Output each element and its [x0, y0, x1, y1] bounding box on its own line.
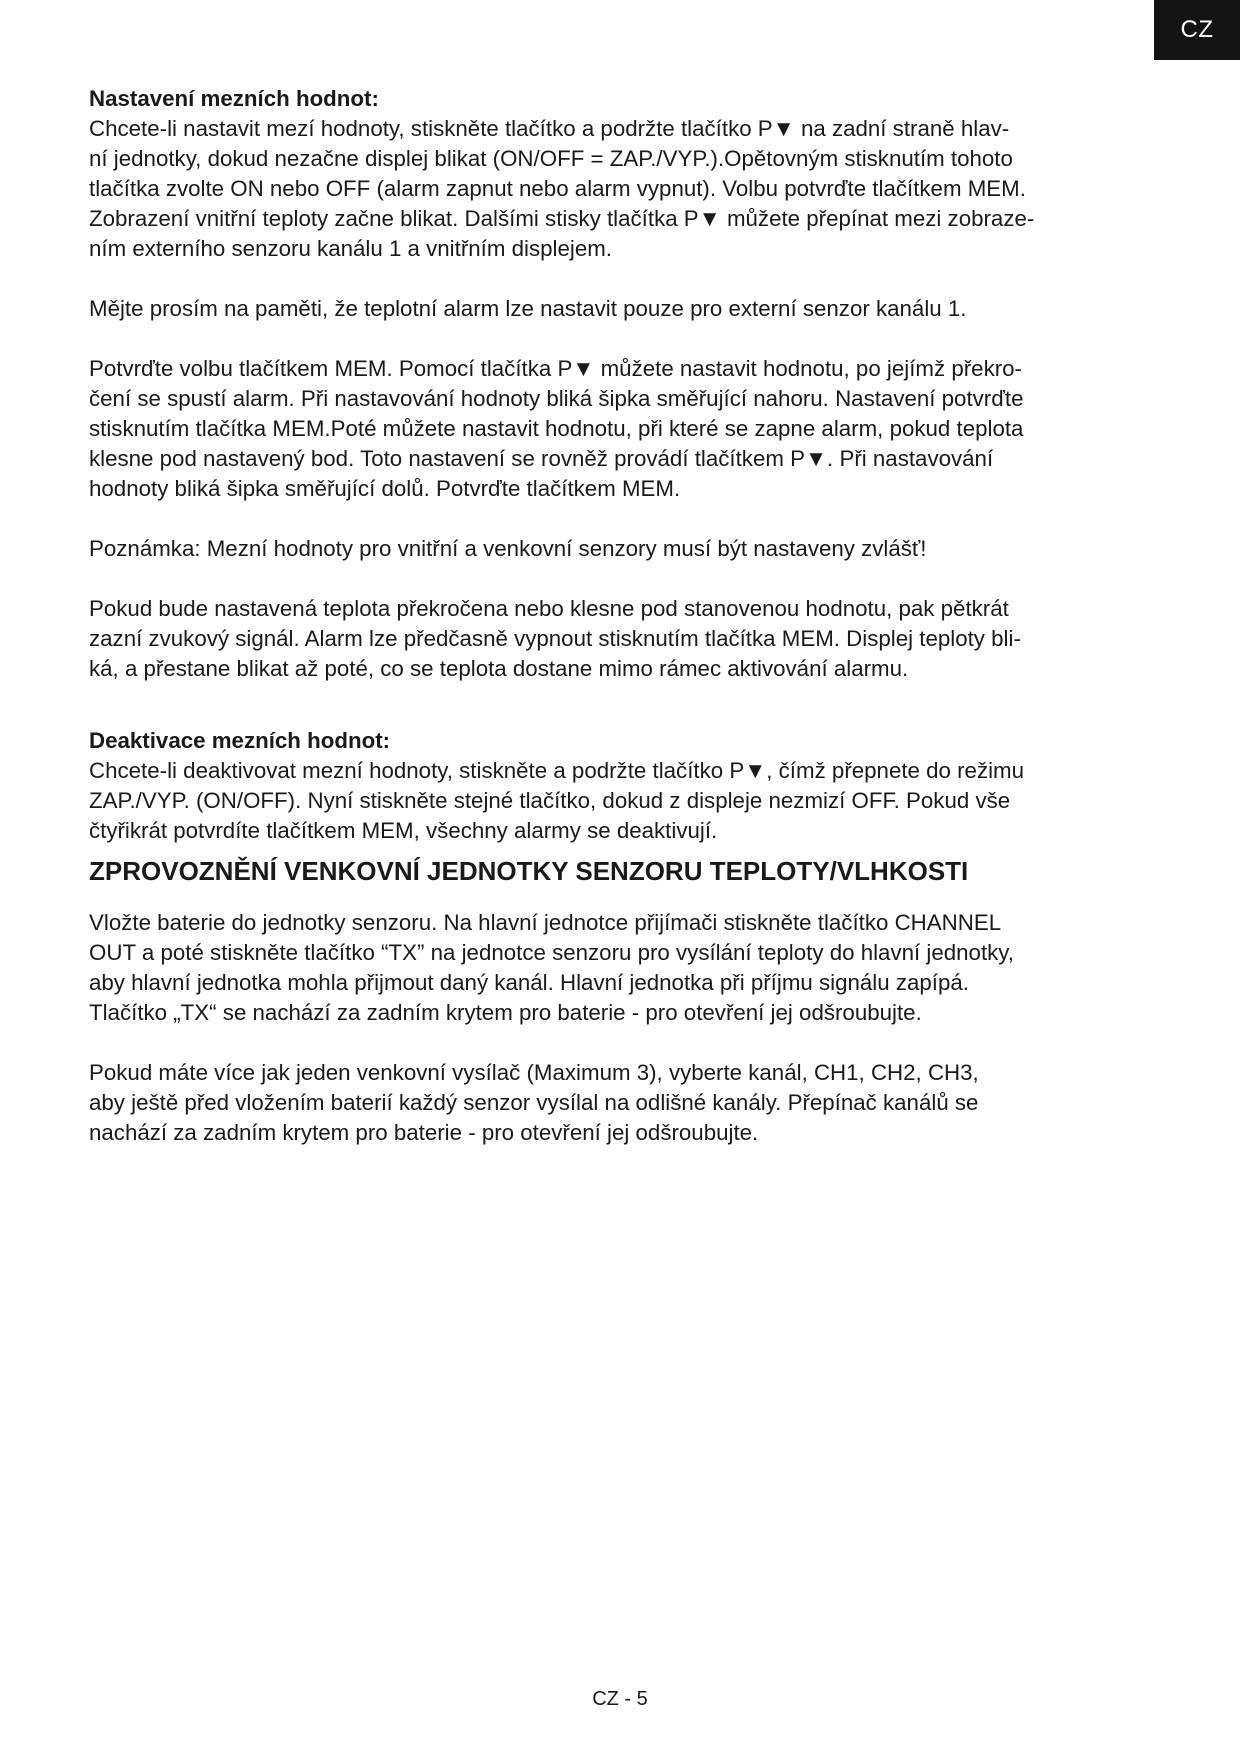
text-line: hodnoty bliká šipka směřující dolů. Potvrďte tlačítkem MEM.	[89, 476, 681, 501]
text-line: stisknutím tlačítka MEM.Poté můžete nastavit hodnotu, při které se zapne alarm, pokud teplota	[89, 416, 1024, 441]
section-title-outdoor-sensor: ZPROVOZNĚNÍ VENKOVNÍ JEDNOTKY SENZORU TEPLOTY/VLHKOSTI	[89, 856, 969, 886]
text-line: klesne pod nastavený bod. Toto nastavení se rovněž provádí tlačítkem P▼. Při nastavování	[89, 446, 994, 471]
paragraph	[89, 294, 1149, 324]
language-tab: CZ	[1154, 0, 1240, 60]
text-line: zazní zvukový signál. Alarm lze předčasně vypnout stisknutím tlačítka MEM. Displej teploty bli-	[89, 626, 1021, 651]
paragraph	[89, 756, 1149, 846]
text-line: ká, a přestane blikat až poté, co se teplota dostane mimo rámec aktivování alarmu.	[89, 656, 909, 681]
paragraph	[89, 1058, 1149, 1148]
text-line: Zobrazení vnitřní teploty začne blikat. Dalšími stisky tlačítka P▼ můžete přepínat mezi zobraze-	[89, 206, 1035, 231]
text-line: OUT a poté stiskněte tlačítko “TX” na jednotce senzoru pro vysílání teploty do hlavní jednotky,	[89, 940, 1014, 965]
text-line: ZAP./VYP. (ON/OFF). Nyní stiskněte stejné tlačítko, dokud z displeje nezmizí OFF. Pokud vše	[89, 788, 1011, 813]
text-line: čení se spustí alarm. Při nastavování hodnoty bliká šipka směřující nahoru. Nastavení potvrďte	[89, 386, 1024, 411]
text-line: Vložte baterie do jednotky senzoru. Na hlavní jednotce přijímači stiskněte tlačítko CHANNEL	[89, 910, 1002, 935]
paragraph	[89, 354, 1149, 504]
document-body	[89, 84, 1149, 1148]
text-line: Pokud máte více jak jeden venkovní vysílač (Maximum 3), vyberte kanál, CH1, CH2, CH3,	[89, 1060, 979, 1085]
text-line: Poznámka: Mezní hodnoty pro vnitřní a venkovní senzory musí být nastaveny zvlášť!	[89, 536, 927, 561]
text-line: aby ještě před vložením baterií každý senzor vysílal na odlišné kanály. Přepínač kanálů se	[89, 1090, 979, 1115]
text-line: aby hlavní jednotka mohla přijmout daný kanál. Hlavní jednotka při příjmu signálu zapípá.	[89, 970, 969, 995]
text-line: nachází za zadním krytem pro baterie - pro otevření jej odšroubujte.	[89, 1120, 759, 1145]
text-line: Chcete-li deaktivovat mezní hodnoty, stiskněte a podržte tlačítko P▼, čímž přepnete do režimu	[89, 758, 1025, 783]
section-heading-deactivation: Deaktivace mezních hodnot:	[89, 728, 391, 753]
text-line: Tlačítko „TX“ se nachází za zadním krytem pro baterie - pro otevření jej odšroubujte.	[89, 1000, 922, 1025]
page-number: CZ - 5	[592, 1688, 648, 1710]
paragraph	[89, 534, 1149, 564]
text-line: Potvrďte volbu tlačítkem MEM. Pomocí tlačítka P▼ můžete nastavit hodnotu, po jejímž překro-	[89, 356, 1022, 381]
text-line: Pokud bude nastavená teplota překročena nebo klesne pod stanovenou hodnotu, pak pětkrát	[89, 596, 1009, 621]
section-heading-limits: Nastavení mezních hodnot:	[89, 86, 379, 111]
text-line: tlačítka zvolte ON nebo OFF (alarm zapnut nebo alarm vypnut). Volbu potvrďte tlačítkem MEM.	[89, 176, 1026, 201]
paragraph	[89, 594, 1149, 684]
text-line: ní jednotky, dokud nezačne displej blikat (ON/OFF = ZAP./VYP.).Opětovným stisknutím tohoto	[89, 146, 1013, 171]
text-line: čtyřikrát potvrdíte tlačítkem MEM, všechny alarmy se deaktivují.	[89, 818, 718, 843]
text-line: Chcete-li nastavit mezí hodnoty, stiskněte tlačítko a podržte tlačítko P▼ na zadní straně hlav-	[89, 116, 1010, 141]
text-line: Mějte prosím na paměti, že teplotní alarm lze nastavit pouze pro externí senzor kanálu 1.	[89, 296, 967, 321]
text-line: ním externího senzoru kanálu 1 a vnitřním displejem.	[89, 236, 612, 261]
paragraph	[89, 114, 1149, 264]
paragraph	[89, 908, 1149, 1028]
